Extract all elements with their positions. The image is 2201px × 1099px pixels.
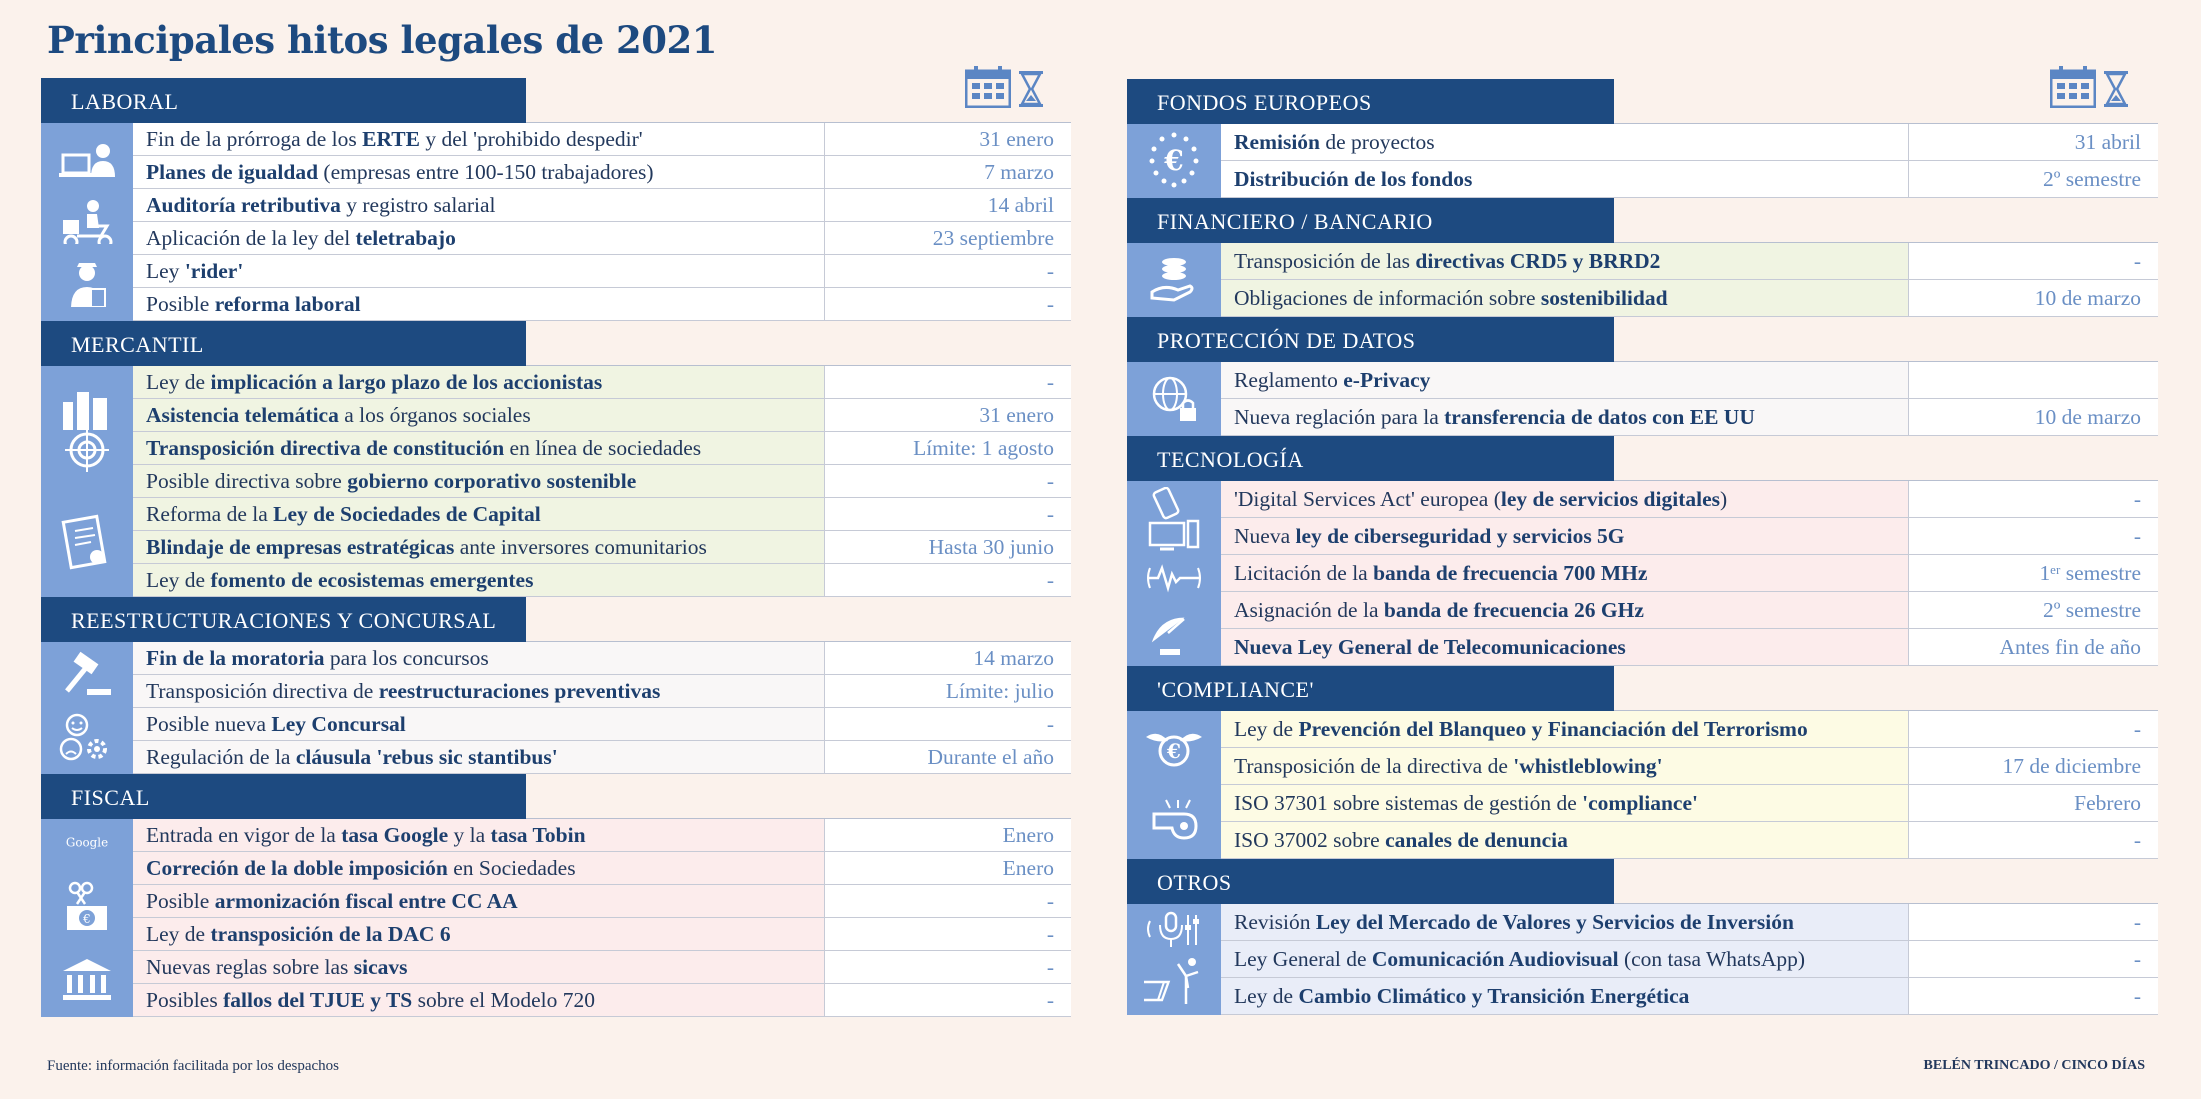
table-row xyxy=(133,642,1071,675)
table-row xyxy=(133,189,1071,222)
milestone-date: 7 marzo xyxy=(825,156,1071,188)
table-row xyxy=(1221,748,2158,785)
milestone-text: Ley General de Comunicación Audiovisual (con tasa WhatsApp) xyxy=(1221,941,1909,977)
table-row xyxy=(133,222,1071,255)
euro-stars-icon xyxy=(1144,129,1204,193)
milestone-date: 14 marzo xyxy=(825,642,1071,674)
milestone-text: Fin de la prórroga de los ERTE y del 'prohibido despedir' xyxy=(133,123,825,155)
milestone-text: Transposición de las directivas CRD5 y BRRD2 xyxy=(1221,243,1909,279)
coins-hand-icon xyxy=(1144,252,1204,308)
milestone-text: Transposición de la directiva de 'whistleblowing' xyxy=(1221,748,1909,784)
row-list xyxy=(1221,362,2158,436)
laptop-person-icon xyxy=(57,133,117,185)
table-row xyxy=(1221,785,2158,822)
row-list xyxy=(133,819,1071,1017)
milestone-text: Revisión Ley del Mercado de Valores y Servicios de Inversión xyxy=(1221,904,1909,940)
solar-wind-icon xyxy=(1144,956,1204,1010)
milestone-text: Transposición directiva de reestructuraciones preventivas xyxy=(133,675,825,707)
section-otros xyxy=(1127,859,2158,1015)
milestone-text: ISO 37002 sobre canales de denuncia xyxy=(1221,822,1909,858)
section-laboral xyxy=(41,78,1071,321)
milestone-date: 31 enero xyxy=(825,123,1071,155)
icon-column xyxy=(1127,711,1221,859)
left-column xyxy=(41,78,1071,1017)
row-list xyxy=(133,642,1071,774)
table-row xyxy=(133,819,1071,852)
milestone-text: Posible directiva sobre gobierno corporativo sostenible xyxy=(133,465,825,497)
table-row xyxy=(1221,822,2158,859)
table-row xyxy=(133,432,1071,465)
icon-column xyxy=(1127,904,1221,1015)
milestone-text: Fin de la moratoria para los concursos xyxy=(133,642,825,674)
faces-gear-icon xyxy=(57,711,117,765)
milestone-date: 10 de marzo xyxy=(1909,399,2158,435)
whistle-icon xyxy=(1144,788,1204,848)
milestone-date: - xyxy=(825,918,1071,950)
section-compliance xyxy=(1127,666,2158,859)
table-row xyxy=(1221,711,2158,748)
milestone-date: - xyxy=(825,708,1071,740)
section-title: REESTRUCTURACIONES Y CONCURSAL xyxy=(41,597,526,642)
milestone-text: Ley de transposición de la DAC 6 xyxy=(133,918,825,950)
section-header xyxy=(41,321,1071,366)
milestone-date: - xyxy=(825,255,1071,287)
milestone-date: Antes fin de año xyxy=(1909,629,2158,665)
milestone-text: Posible nueva Ley Concursal xyxy=(133,708,825,740)
svg-text:€: € xyxy=(1164,144,1184,177)
table-row xyxy=(1221,399,2158,436)
milestone-date: 31 enero xyxy=(825,399,1071,431)
row-list xyxy=(133,123,1071,321)
winged-euro-icon xyxy=(1144,723,1204,773)
page-title: Principales hitos legales de 2021 xyxy=(47,18,717,62)
section-header xyxy=(1127,79,2158,124)
table-row xyxy=(133,465,1071,498)
milestone-date: - xyxy=(1909,978,2158,1014)
milestone-date: 2º semestre xyxy=(1909,592,2158,628)
milestone-text: ISO 37301 sobre sistemas de gestión de 'compliance' xyxy=(1221,785,1909,821)
globe-lock-icon xyxy=(1144,370,1204,428)
delivery-rider-icon xyxy=(57,196,117,248)
milestone-date: - xyxy=(1909,518,2158,554)
table-row xyxy=(133,951,1071,984)
milestone-date: Límite: julio xyxy=(825,675,1071,707)
milestone-date: 17 de diciembre xyxy=(1909,748,2158,784)
milestone-text: Ley de Prevención del Blanqueo y Financiación del Terrorismo xyxy=(1221,711,1909,747)
milestone-date: - xyxy=(825,951,1071,983)
section-header xyxy=(41,597,1071,642)
milestone-date: - xyxy=(825,288,1071,320)
milestone-text: Ley de fomento de ecosistemas emergentes xyxy=(133,564,825,596)
section-body xyxy=(1127,362,2158,436)
section-title: TECNOLOGÍA xyxy=(1127,436,1614,481)
section-body xyxy=(1127,243,2158,317)
icon-column xyxy=(41,123,133,321)
table-row xyxy=(133,675,1071,708)
section-header xyxy=(1127,666,2158,711)
icon-column xyxy=(1127,243,1221,317)
milestone-text: Planes de igualdad (empresas entre 100-150 trabajadores) xyxy=(133,156,825,188)
milestone-text: 'Digital Services Act' europea (ley de servicios digitales) xyxy=(1221,481,1909,517)
table-row xyxy=(1221,941,2158,978)
section-reestructuraciones-y-concursal xyxy=(41,597,1071,774)
table-row xyxy=(133,366,1071,399)
icon-column xyxy=(1127,124,1221,198)
milestone-text: Asignación de la banda de frecuencia 26 GHz xyxy=(1221,592,1909,628)
milestone-date xyxy=(1909,362,2158,398)
row-list xyxy=(1221,481,2158,666)
milestone-date: - xyxy=(1909,941,2158,977)
section-title: FONDOS EUROPEOS xyxy=(1127,79,1614,124)
milestone-date: 14 abril xyxy=(825,189,1071,221)
row-list xyxy=(133,366,1071,597)
milestone-text: Nueva reglación para la transferencia de datos con EE UU xyxy=(1221,399,1909,435)
milestone-text: Asistencia telemática a los órganos sociales xyxy=(133,399,825,431)
milestone-text: Correción de la doble imposición en Sociedades xyxy=(133,852,825,884)
table-row xyxy=(1221,362,2158,399)
icon-column xyxy=(41,642,133,774)
milestone-text: Regulación de la cláusula 'rebus sic stantibus' xyxy=(133,741,825,773)
milestone-text: Ley 'rider' xyxy=(133,255,825,287)
milestone-date: 31 abril xyxy=(1909,124,2158,160)
section-fiscal xyxy=(41,774,1071,1017)
table-row xyxy=(133,885,1071,918)
milestone-date: 23 septiembre xyxy=(825,222,1071,254)
milestone-text: Distribución de los fondos xyxy=(1221,161,1909,197)
table-row xyxy=(133,708,1071,741)
milestone-text: Posible reforma laboral xyxy=(133,288,825,320)
section-header xyxy=(41,774,1071,819)
section-tecnología xyxy=(1127,436,2158,666)
signal-icon xyxy=(1144,558,1204,602)
gavel-icon xyxy=(57,651,117,701)
table-row xyxy=(133,399,1071,432)
milestone-text: Reglamento e-Privacy xyxy=(1221,362,1909,398)
section-body xyxy=(1127,481,2158,666)
milestone-text: Nuevas reglas sobre las sicavs xyxy=(133,951,825,983)
table-row xyxy=(133,288,1071,321)
row-list xyxy=(1221,711,2158,859)
milestone-date: Durante el año xyxy=(825,741,1071,773)
buildings-target-icon xyxy=(57,388,117,478)
section-header xyxy=(41,78,1071,123)
milestone-text: Nueva Ley General de Telecomunicaciones xyxy=(1221,629,1909,665)
milestone-date: 2º semestre xyxy=(1909,161,2158,197)
milestone-text: Posible armonización fiscal entre CC AA xyxy=(133,885,825,917)
milestone-text: Blindaje de empresas estratégicas ante inversores comunitarios xyxy=(133,531,825,563)
right-column xyxy=(1127,79,2158,1015)
milestone-date: Enero xyxy=(825,819,1071,851)
table-row xyxy=(1221,555,2158,592)
milestone-text: Ley de Cambio Climático y Transición Energética xyxy=(1221,978,1909,1014)
credit: BELÉN TRINCADO / CINCO DÍAS xyxy=(1923,1058,2145,1073)
table-row xyxy=(133,123,1071,156)
table-row xyxy=(133,531,1071,564)
section-mercantil xyxy=(41,321,1071,597)
table-row xyxy=(133,918,1071,951)
document-seal-icon xyxy=(57,513,117,575)
section-protección-de-datos xyxy=(1127,317,2158,436)
milestone-text: Posibles fallos del TJUE y TS sobre el Modelo 720 xyxy=(133,984,825,1016)
milestone-text: Reforma de la Ley de Sociedades de Capital xyxy=(133,498,825,530)
milestone-date: - xyxy=(825,498,1071,530)
table-row xyxy=(1221,161,2158,198)
table-row xyxy=(133,741,1071,774)
svg-text:€: € xyxy=(83,911,91,926)
table-row xyxy=(1221,481,2158,518)
milestone-date: - xyxy=(825,465,1071,497)
table-row xyxy=(1221,904,2158,941)
milestone-date: - xyxy=(1909,904,2158,940)
section-body xyxy=(1127,904,2158,1015)
milestone-text: Remisión de proyectos xyxy=(1221,124,1909,160)
inspector-icon xyxy=(57,259,117,311)
table-row xyxy=(133,984,1071,1017)
row-list xyxy=(1221,243,2158,317)
milestone-date: 1ᵉʳ semestre xyxy=(1909,555,2158,591)
row-list xyxy=(1221,124,2158,198)
section-body xyxy=(41,642,1071,774)
milestone-date: - xyxy=(825,564,1071,596)
section-body xyxy=(1127,124,2158,198)
section-body xyxy=(1127,711,2158,859)
section-title: 'COMPLIANCE' xyxy=(1127,666,1614,711)
bank-icon xyxy=(57,953,117,1005)
table-row xyxy=(133,852,1071,885)
milestone-text: Obligaciones de información sobre sostenibilidad xyxy=(1221,280,1909,316)
svg-text:€: € xyxy=(1167,738,1181,763)
milestone-text: Aplicación de la ley del teletrabajo xyxy=(133,222,825,254)
milestone-date: - xyxy=(1909,822,2158,858)
milestone-date: - xyxy=(825,984,1071,1016)
milestone-text: Transposición directiva de constitución en línea de sociedades xyxy=(133,432,825,464)
section-fondos-europeos xyxy=(1127,79,2158,198)
milestone-text: Entrada en vigor de la tasa Google y la tasa Tobin xyxy=(133,819,825,851)
table-row xyxy=(1221,629,2158,666)
section-body xyxy=(41,366,1071,597)
section-body xyxy=(41,819,1071,1017)
milestone-date: Hasta 30 junio xyxy=(825,531,1071,563)
section-title: PROTECCIÓN DE DATOS xyxy=(1127,317,1614,362)
icon-column xyxy=(41,819,133,1017)
table-row xyxy=(1221,124,2158,161)
milestone-date: Febrero xyxy=(1909,785,2158,821)
google-logo-icon xyxy=(57,831,117,863)
row-list xyxy=(1221,904,2158,1015)
section-title: MERCANTIL xyxy=(41,321,526,366)
section-header xyxy=(1127,317,2158,362)
devices-icon xyxy=(1144,487,1204,555)
section-header xyxy=(1127,198,2158,243)
table-row xyxy=(1221,978,2158,1015)
section-financiero-bancario xyxy=(1127,198,2158,317)
section-body xyxy=(41,123,1071,321)
svg-text:Google: Google xyxy=(65,835,109,850)
milestone-date: Enero xyxy=(825,852,1071,884)
section-title: FINANCIERO / BANCARIO xyxy=(1127,198,1614,243)
milestone-text: Auditoría retributiva y registro salarial xyxy=(133,189,825,221)
source-note: Fuente: información facilitada por los despachos xyxy=(47,1058,339,1074)
satellite-dish-icon xyxy=(1144,605,1204,661)
table-row xyxy=(1221,280,2158,317)
milestone-date: - xyxy=(825,885,1071,917)
section-title: FISCAL xyxy=(41,774,526,819)
milestone-date: - xyxy=(825,366,1071,398)
milestone-date: - xyxy=(1909,481,2158,517)
milestone-text: Ley de implicación a largo plazo de los accionistas xyxy=(133,366,825,398)
table-row xyxy=(1221,243,2158,280)
milestone-text: Licitación de la banda de frecuencia 700 MHz xyxy=(1221,555,1909,591)
icon-column xyxy=(1127,481,1221,666)
table-row xyxy=(133,564,1071,597)
icon-column xyxy=(1127,362,1221,436)
milestone-date: 10 de marzo xyxy=(1909,280,2158,316)
milestone-text: Nueva ley de ciberseguridad y servicios 5G xyxy=(1221,518,1909,554)
milestone-date: - xyxy=(1909,711,2158,747)
table-row xyxy=(133,156,1071,189)
table-row xyxy=(133,498,1071,531)
section-header xyxy=(1127,859,2158,904)
section-header xyxy=(1127,436,2158,481)
microphone-mixer-icon xyxy=(1144,909,1204,953)
icon-column xyxy=(41,366,133,597)
section-title: LABORAL xyxy=(41,78,526,123)
section-title: OTROS xyxy=(1127,859,1614,904)
milestone-date: - xyxy=(1909,243,2158,279)
table-row xyxy=(133,255,1071,288)
table-row xyxy=(1221,518,2158,555)
table-row xyxy=(1221,592,2158,629)
scissors-euro-icon xyxy=(57,878,117,938)
milestone-date: Límite: 1 agosto xyxy=(825,432,1071,464)
